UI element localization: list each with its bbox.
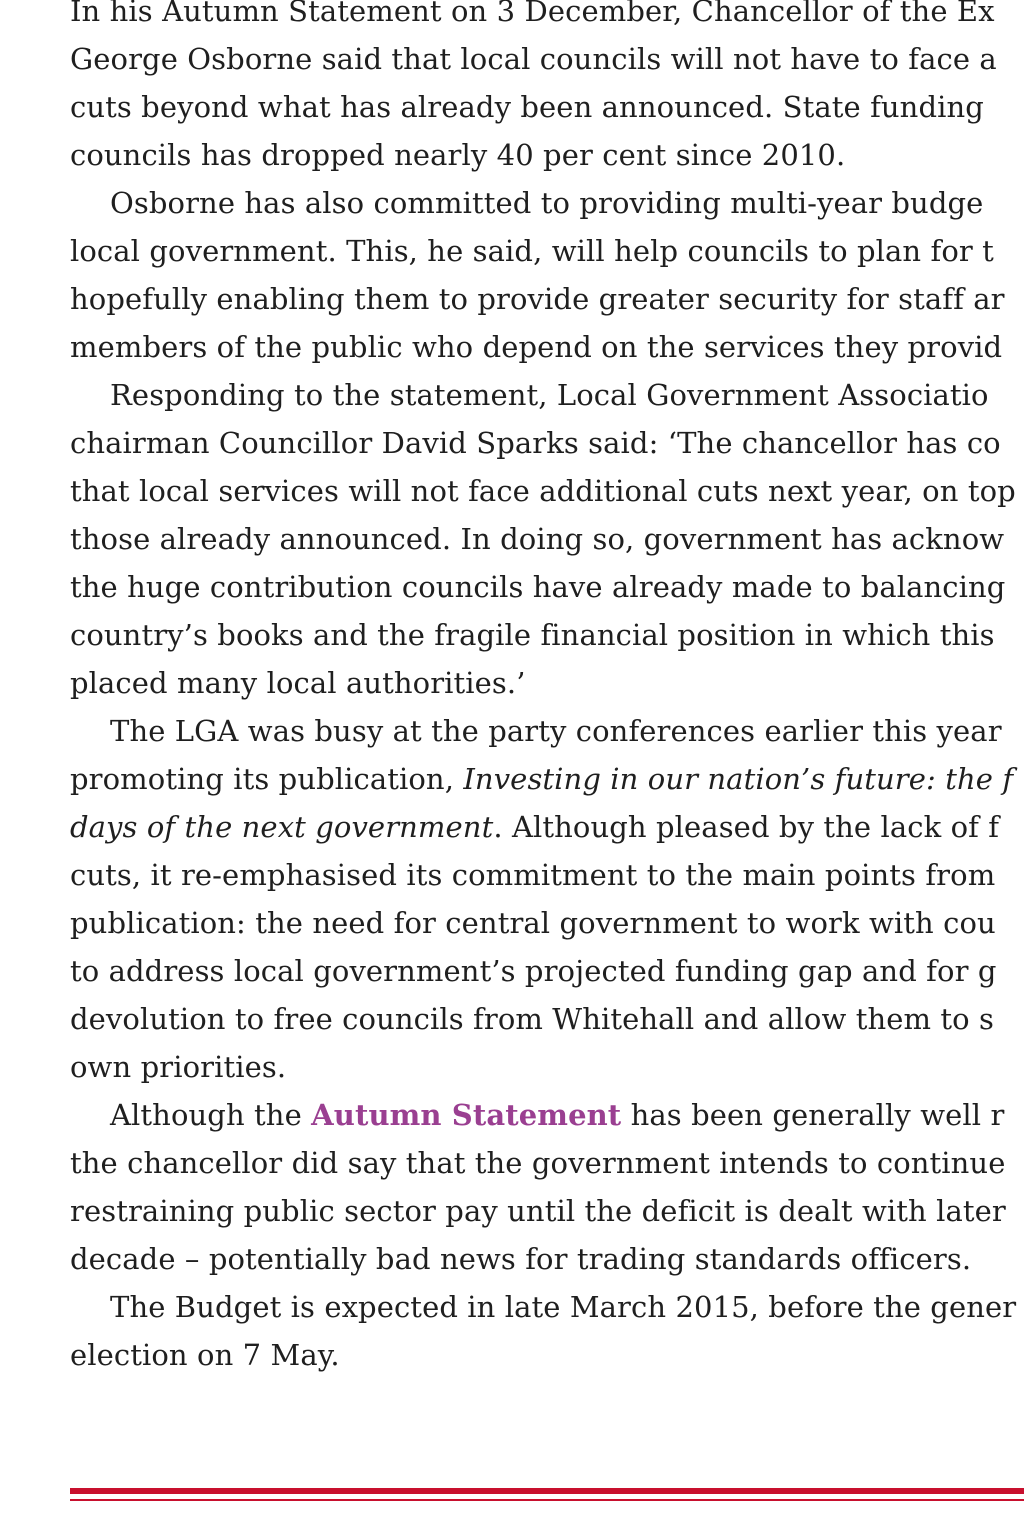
paragraph-4-line-2-text: promoting its publication,: [70, 762, 464, 796]
paragraph-1-line-4: councils has dropped nearly 40 per cent since 2010.: [70, 138, 846, 172]
paragraph-2-line-2: local government. This, he said, will help councils to plan for t: [70, 234, 994, 268]
paragraph-5-line-2: the chancellor did say that the government intends to continue: [70, 1146, 1006, 1180]
paragraph-4-line-1: The LGA was busy at the party conferences earlier this year: [110, 714, 1002, 748]
paragraph-1-line-2: George Osborne said that local councils will not have to face a: [70, 42, 997, 76]
paragraph-6-line-1: The Budget is expected in late March 2015, before the gener: [110, 1290, 1017, 1324]
paragraph-4-line-3: [70, 810, 999, 844]
footer-rule-thick: [70, 1488, 1024, 1494]
paragraph-5-line-1-lead: Although the: [110, 1098, 312, 1132]
paragraph-3-line-7: placed many local authorities.’: [70, 666, 526, 700]
paragraph-4-line-2: [70, 762, 1013, 796]
paragraph-4-line-6: to address local government’s projected funding gap and for g: [70, 954, 997, 988]
paragraph-3-line-1: Responding to the statement, Local Government Associatio: [110, 378, 989, 412]
publication-title-part-1: Investing in our nation’s future: the f: [463, 762, 1014, 796]
paragraph-3-line-3: that local services will not face additional cuts next year, on top: [70, 474, 1016, 508]
paragraph-5-line-4: decade – potentially bad news for trading standards officers.: [70, 1242, 972, 1276]
footer-rule-thin: [70, 1499, 1024, 1501]
paragraph-2-line-3: hopefully enabling them to provide greater security for staff ar: [70, 282, 1005, 316]
paragraph-3-line-5: the huge contribution councils have already made to balancing: [70, 570, 1006, 604]
paragraph-4-line-3-text: . Although pleased by the lack of f: [493, 810, 1000, 844]
paragraph-4-line-5: publication: the need for central government to work with cou: [70, 906, 996, 940]
paragraph-1-line-1: In his Autumn Statement on 3 December, Chancellor of the Ex: [70, 0, 995, 28]
paragraph-3-line-2: chairman Councillor David Sparks said: ‘The chancellor has co: [70, 426, 1001, 460]
paragraph-2-line-1: Osborne has also committed to providing multi-year budge: [110, 186, 984, 220]
paragraph-2-line-4: members of the public who depend on the services they provid: [70, 330, 1003, 364]
paragraph-4-line-8: own priorities.: [70, 1050, 287, 1084]
paragraph-3-line-6: country’s books and the fragile financial position in which this: [70, 618, 995, 652]
paragraph-6-line-2: election on 7 May.: [70, 1338, 340, 1372]
paragraph-4-line-4: cuts, it re-emphasised its commitment to the main points from: [70, 858, 996, 892]
paragraph-3-line-4: those already announced. In doing so, government has acknow: [70, 522, 1005, 556]
publication-title-part-2: days of the next government: [70, 810, 494, 844]
autumn-statement-link[interactable]: Autumn Statement: [311, 1098, 622, 1132]
paragraph-1-line-3: cuts beyond what has already been announced. State funding: [70, 90, 984, 124]
paragraph-5-line-1-tail: has been generally well r: [621, 1098, 1005, 1132]
paragraph-5-line-3: restraining public sector pay until the deficit is dealt with later: [70, 1194, 1006, 1228]
paragraph-4-line-7: devolution to free councils from Whitehall and allow them to s: [70, 1002, 995, 1036]
paragraph-5-line-1: [110, 1098, 1004, 1132]
